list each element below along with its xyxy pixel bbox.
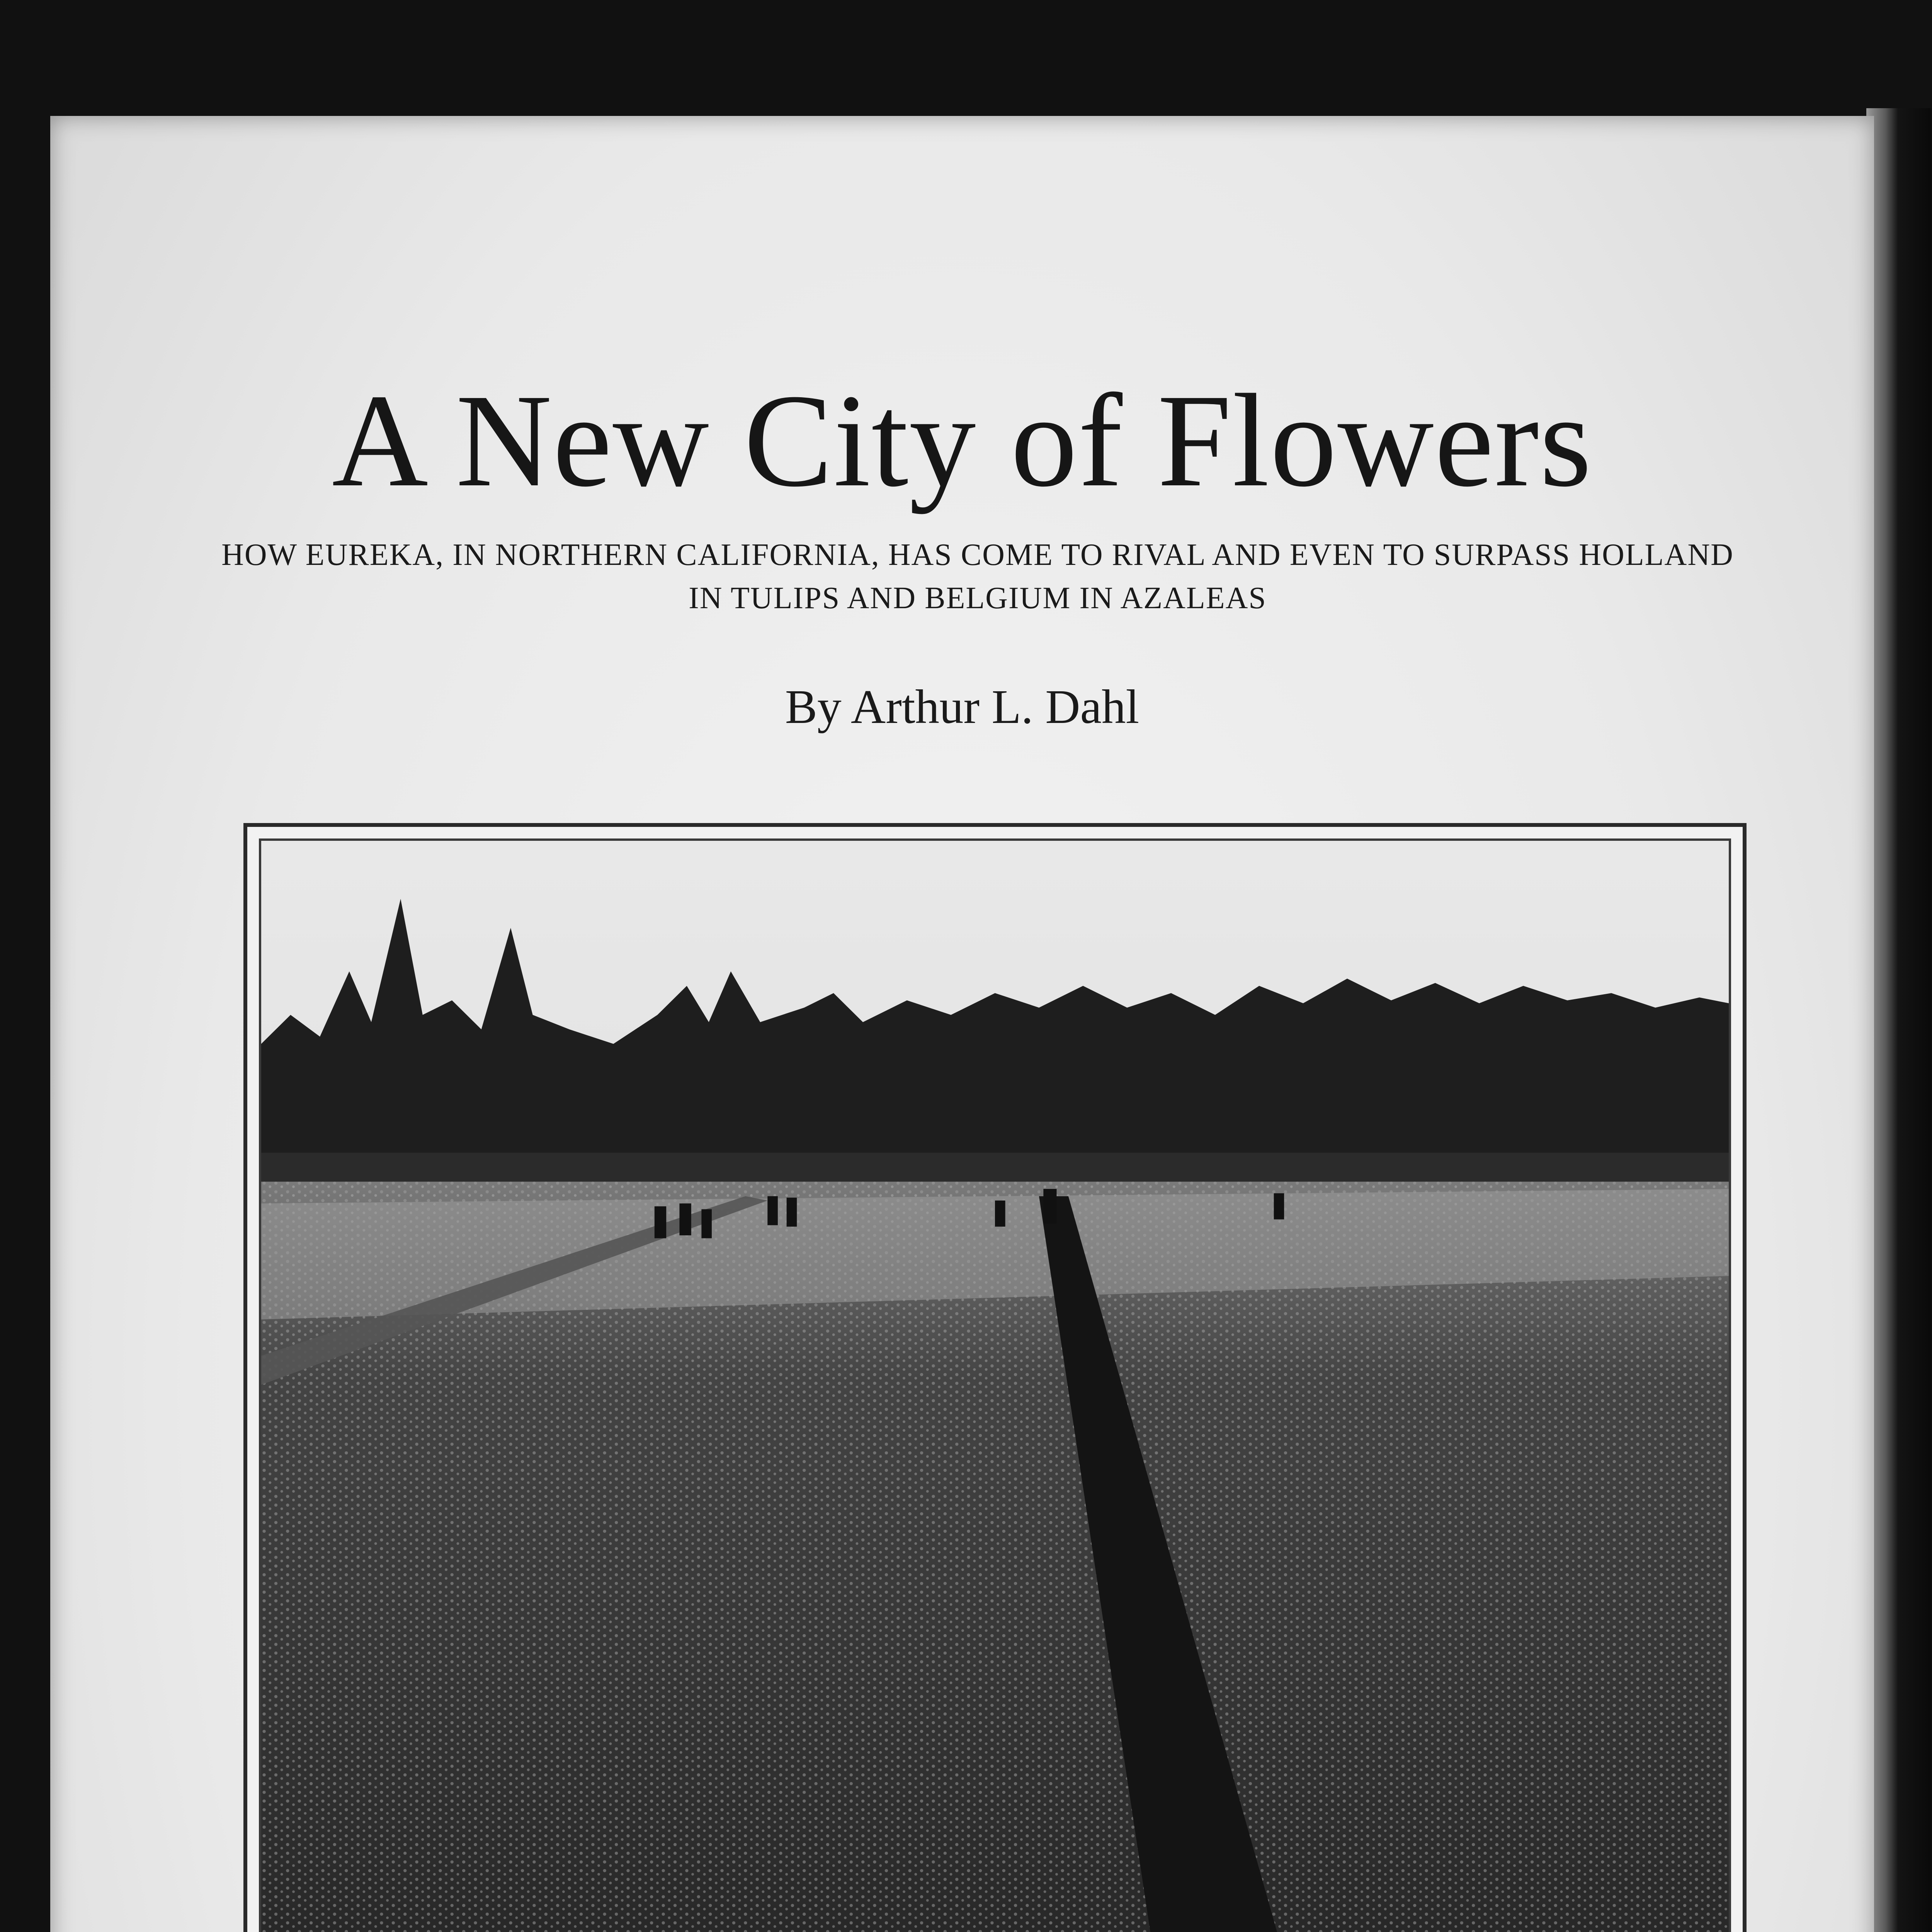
article-byline: By Arthur L. Dahl <box>785 680 1139 734</box>
magazine-page <box>50 116 1874 1932</box>
article-subtitle: HOW EUREKA, IN NORTHERN CALIFORNIA, HAS COME TO RIVAL AND EVEN TO SURPASS HOLLAND IN TULIPS AND BELGIUM IN AZALEAS <box>221 538 1734 615</box>
tulip-field-photo <box>259 838 1731 1932</box>
tulip-field-illustration <box>261 841 1729 1932</box>
book-spine <box>1866 108 1932 1932</box>
article-title: A New City of Flowers <box>332 367 1592 514</box>
photo-frame <box>243 823 1747 1932</box>
